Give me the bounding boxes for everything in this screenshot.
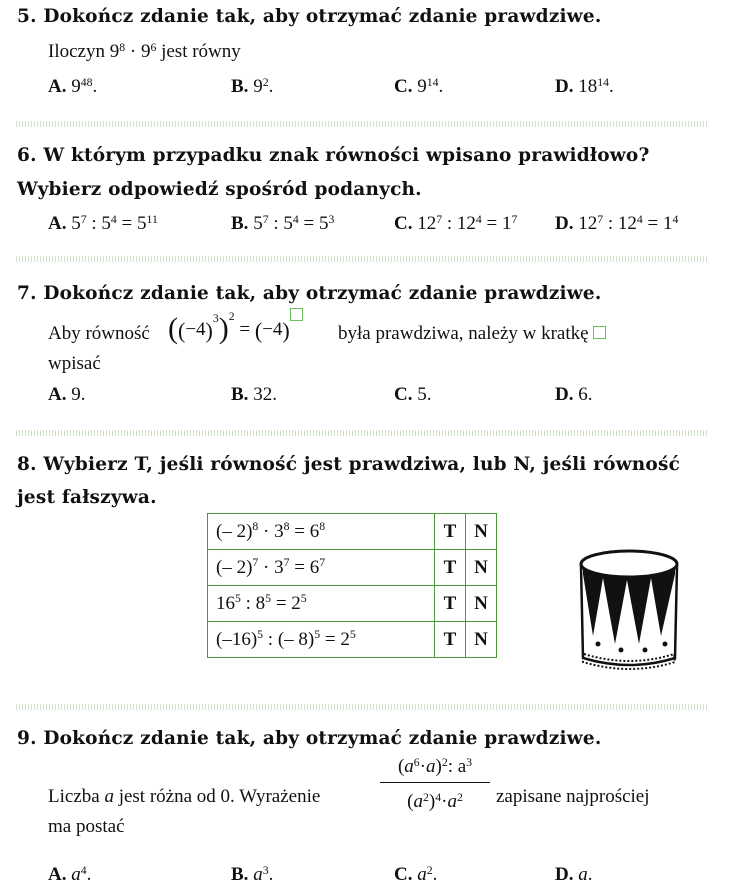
q9-fraction: [380, 756, 490, 813]
q6-c-ae: 7: [436, 212, 443, 226]
q5-c-end: .: [438, 76, 444, 97]
q9-letter-c: C.: [394, 864, 413, 885]
q6-b-a: 5: [253, 213, 263, 234]
q7-letter-c: C.: [394, 384, 413, 405]
q6-c-ce: 7: [511, 212, 518, 226]
q7-c-value: 5.: [417, 384, 432, 405]
q6-d-be: 4: [636, 212, 643, 226]
q5-letter-a: A.: [48, 76, 67, 97]
q8-row-post: = 6: [289, 556, 320, 578]
q5-d-exp: 14: [597, 75, 609, 89]
q9-stem-prefix: Liczba: [48, 786, 105, 807]
q5-letter-b: B.: [231, 76, 249, 97]
q7-letter-b: B.: [231, 384, 249, 405]
q9-option-b[interactable]: [231, 864, 273, 886]
q5-option-d[interactable]: [555, 76, 614, 98]
q6-a-a: 5: [71, 213, 81, 234]
q9-stem-mid: jest różna od 0. Wyrażenie: [113, 786, 321, 807]
q7-stem-line2: wpisać: [48, 353, 101, 374]
q6-b-b: 5: [283, 213, 293, 234]
q9-c-exp: 2: [426, 863, 433, 877]
separator: [16, 121, 707, 127]
q6-a-be: 4: [110, 212, 117, 226]
q5-d-end: .: [609, 76, 614, 97]
q5-stem-suffix: jest równy: [156, 41, 241, 62]
q6-b-ae: 7: [262, 212, 269, 226]
q8-row-pre: (– 2): [216, 556, 253, 578]
q5-b-base: 9: [253, 76, 263, 97]
q6-letter-b: B.: [231, 213, 249, 234]
right-paren-icon: ): [205, 318, 213, 343]
q8-equation: [208, 550, 435, 586]
q6-a-ae: 7: [80, 212, 87, 226]
q5-base-2: 9: [140, 41, 151, 62]
q9-num-div: : a: [447, 756, 467, 777]
right-paren-icon: ): [218, 312, 229, 345]
q6-b-eq: =: [298, 213, 319, 234]
q9-a-end: .: [86, 864, 92, 885]
q9-b-exp: 3: [262, 863, 269, 877]
q5-d-base: 18: [578, 76, 598, 97]
q6-d-ae: 7: [597, 212, 604, 226]
q7-option-c[interactable]: [394, 384, 431, 406]
table-row: [208, 550, 497, 586]
q6-c-eq: =: [481, 213, 503, 234]
q9-option-d[interactable]: [555, 864, 592, 886]
q8-table: [207, 513, 497, 658]
q7-eq: =: [239, 319, 251, 340]
q8-false-option[interactable]: N: [466, 514, 497, 550]
q7-stem-suffix: [338, 323, 606, 345]
empty-box-icon: [593, 326, 606, 339]
separator: [16, 430, 707, 436]
q8-row-post: = 6: [289, 520, 320, 542]
empty-box-icon: [290, 308, 303, 321]
q8-true-option[interactable]: T: [435, 586, 466, 622]
q6-d-eq: =: [642, 213, 664, 234]
q6-d-ce: 4: [672, 212, 679, 226]
q7-option-a[interactable]: [48, 384, 85, 406]
separator: [16, 704, 707, 710]
q7-outer-exp: 2: [228, 309, 235, 323]
q6-a-eq: =: [116, 213, 138, 234]
q7-inner-exp: 3: [212, 312, 219, 326]
q8-true-option[interactable]: T: [435, 550, 466, 586]
q6-a-c: 5: [137, 213, 147, 234]
q9-den-a2: a: [447, 791, 457, 812]
q9-b-end: .: [268, 864, 274, 885]
q9-den-e4: 4: [435, 790, 442, 804]
q8-false-option[interactable]: N: [466, 622, 497, 658]
q8-row-e3: 5: [349, 628, 356, 642]
q6-title-line1: 6. W którym przypadku znak równości wpisano prawidłowo?: [17, 145, 650, 166]
q9-stem-line2: ma postać: [48, 816, 125, 837]
q6-b-ce: 3: [328, 212, 335, 226]
q5-b-end: .: [268, 76, 274, 97]
drum-icon: [575, 544, 685, 670]
q6-c-op: :: [442, 213, 457, 234]
q9-d-var: a: [578, 864, 588, 885]
q8-true-option[interactable]: T: [435, 622, 466, 658]
left-paren-icon: (: [397, 756, 405, 777]
table-row: [208, 586, 497, 622]
q9-a-var: a: [71, 864, 81, 885]
q8-false-option[interactable]: N: [466, 586, 497, 622]
q9-stem-suffix: zapisane najprościej: [496, 786, 650, 807]
q9-numerator: [380, 756, 490, 783]
q5-option-b[interactable]: [231, 76, 273, 98]
q8-row-mid: : (– 8): [263, 628, 315, 650]
q6-a-b: 5: [101, 213, 111, 234]
q8-true-option[interactable]: T: [435, 514, 466, 550]
q7-b-value: 32.: [253, 384, 277, 405]
q7-base-rhs: −4: [262, 319, 283, 340]
q5-option-a[interactable]: [48, 76, 97, 98]
q6-b-be: 4: [292, 212, 299, 226]
q6-c-a: 12: [417, 213, 437, 234]
q9-letter-d: D.: [555, 864, 574, 885]
q9-num-e6: 6: [413, 755, 420, 769]
q8-title-line1: 8. Wybierz T, jeśli równość jest prawdziwa, lub N, jeśli równość: [17, 454, 681, 475]
q5-title: 5. Dokończ zdanie tak, aby otrzymać zdanie prawdziwe.: [17, 6, 602, 27]
q6-option-d[interactable]: [555, 213, 678, 235]
q7-expression: [168, 309, 303, 346]
q6-letter-d: D.: [555, 213, 574, 234]
q5-exp2: 6: [150, 40, 157, 54]
q5-c-exp: 14: [426, 75, 439, 89]
q9-option-c[interactable]: [394, 864, 437, 886]
table-row: [208, 622, 497, 658]
q6-d-a: 12: [578, 213, 598, 234]
q6-a-ce: 11: [146, 212, 158, 226]
q9-num-e3: 3: [466, 755, 473, 769]
q8-row-e1: 5: [257, 628, 264, 642]
left-paren-icon: (: [407, 791, 414, 812]
q8-row-e3: 5: [300, 592, 307, 606]
q5-b-exp: 2: [262, 75, 269, 89]
q5-base: 9: [109, 41, 120, 62]
q7-letter-d: D.: [555, 384, 574, 405]
left-paren-icon: (: [168, 312, 178, 345]
q9-letter-b: B.: [231, 864, 249, 885]
q7-stem-prefix: Aby równość: [48, 323, 150, 344]
q5-c-base: 9: [417, 76, 427, 97]
q5-a-end: .: [92, 76, 98, 97]
q9-num-dot: ·: [419, 756, 426, 777]
q6-title-line2: Wybierz odpowiedź spośród podanych.: [17, 179, 422, 200]
q8-row-e3: 8: [319, 520, 326, 534]
q5-letter-c: C.: [394, 76, 413, 97]
q6-letter-a: A.: [48, 213, 67, 234]
q9-var: a: [104, 786, 114, 807]
q9-stem: [48, 786, 320, 808]
q8-row-e1: 7: [252, 556, 259, 570]
q8-row-pre: (–16): [216, 628, 258, 650]
q8-row-mid: · 3: [258, 556, 284, 578]
q8-row-pre: (– 2): [216, 520, 253, 542]
right-paren-icon: ): [435, 756, 442, 777]
q8-row-e2: 5: [265, 592, 272, 606]
q7-base: −4: [185, 319, 206, 340]
q9-title: 9. Dokończ zdanie tak, aby otrzymać zdanie prawdziwe.: [17, 728, 602, 749]
q9-c-var: a: [417, 864, 427, 885]
q6-b-op: :: [268, 213, 284, 234]
q6-c-be: 4: [475, 212, 482, 226]
q6-a-op: :: [86, 213, 102, 234]
q5-letter-d: D.: [555, 76, 574, 97]
q9-a-exp: 4: [80, 863, 87, 877]
q6-d-op: :: [603, 213, 618, 234]
q9-den-a: a: [413, 791, 423, 812]
q6-letter-c: C.: [394, 213, 413, 234]
q6-option-b[interactable]: [231, 213, 334, 235]
q8-row-e3: 7: [319, 556, 326, 570]
table-row: [208, 514, 497, 550]
q9-num-e2: 2: [441, 755, 448, 769]
q8-false-option[interactable]: N: [466, 550, 497, 586]
q7-a-value: 9.: [71, 384, 86, 405]
q8-title-line2: jest fałszywa.: [17, 487, 157, 508]
right-paren-icon: ): [282, 318, 290, 343]
q6-b-c: 5: [318, 213, 329, 234]
q9-option-a[interactable]: [48, 864, 91, 886]
q6-d-b: 12: [617, 213, 637, 234]
left-paren-icon: (: [254, 318, 263, 343]
q7-option-b[interactable]: [231, 384, 277, 406]
q8-equation: [208, 622, 435, 658]
q9-b-var: a: [253, 864, 263, 885]
right-paren-icon: ): [428, 791, 436, 812]
q7-option-d[interactable]: [555, 384, 592, 406]
q5-stem: [48, 41, 241, 63]
q8-row-e2: 5: [314, 628, 321, 642]
q9-num-a: a: [404, 756, 414, 777]
q8-row-post: = 2: [320, 628, 350, 650]
q6-c-c: 1: [502, 213, 512, 234]
q8-row-mid: : 8: [240, 592, 266, 614]
q8-row-e2: 8: [283, 520, 290, 534]
separator: [16, 256, 707, 262]
q5-a-base: 9: [71, 76, 81, 97]
q5-dot: ·: [125, 41, 141, 62]
q9-den-e2: 2: [423, 790, 429, 804]
q9-d-end: .: [587, 864, 593, 885]
q9-den-e2b: 2: [456, 790, 463, 804]
q7-d-value: 6.: [578, 384, 593, 405]
q8-row-mid: · 3: [258, 520, 284, 542]
q6-option-c[interactable]: [394, 213, 517, 235]
q8-equation: [208, 586, 435, 622]
q9-num-a2: a: [425, 756, 436, 777]
left-paren-icon: (: [178, 318, 186, 343]
q6-d-c: 1: [663, 213, 673, 234]
q8-row-e2: 7: [283, 556, 290, 570]
q8-equation: [208, 514, 435, 550]
q8-row-pre: 16: [216, 592, 235, 614]
q8-row-e1: 5: [235, 592, 241, 606]
q6-option-a[interactable]: [48, 213, 158, 235]
q6-c-b: 12: [456, 213, 476, 234]
q5-option-c[interactable]: [394, 76, 443, 98]
q8-row-post: = 2: [271, 592, 301, 614]
q5-exp1: 8: [119, 40, 126, 54]
q7-letter-a: A.: [48, 384, 67, 405]
q9-denominator: [380, 783, 490, 813]
q9-c-end: .: [432, 864, 438, 885]
q5-a-exp: 48: [80, 75, 93, 89]
q9-den-dot: ·: [441, 791, 448, 812]
q7-title: 7. Dokończ zdanie tak, aby otrzymać zdanie prawdziwe.: [17, 283, 602, 304]
q9-letter-a: A.: [48, 864, 67, 885]
q7-stem-suffix-text: była prawdziwa, należy w kratkę: [338, 323, 589, 344]
q5-stem-prefix: Iloczyn: [48, 41, 110, 62]
q8-row-e1: 8: [252, 520, 259, 534]
